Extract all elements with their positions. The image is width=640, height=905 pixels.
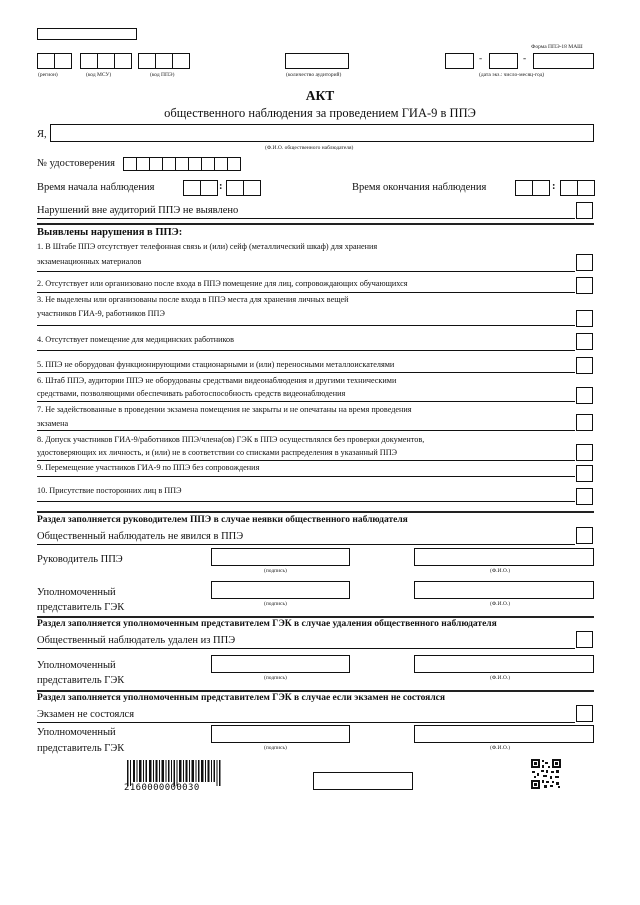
date-day-field[interactable] [445,53,474,69]
head-signature-caption: (подпись) [264,568,287,574]
end-minute-cell[interactable] [577,180,595,196]
violation-6-line1: 6. Штаб ППЭ, аудитории ППЭ не оборудованы средствами видеонаблюдения и другими техническими [37,376,397,385]
head-fio-caption: (Ф.И.О.) [490,568,511,574]
barcode-number: 2160000000030 [124,783,200,793]
observer-prefix: Я, [37,129,47,140]
violation-7-line [37,430,575,431]
date-separator-2: - [523,54,527,64]
ppe-code-caption: (код ППЭ) [150,72,175,78]
section-head-rep-fio-field[interactable] [414,581,594,599]
certificate-cell[interactable] [136,157,150,171]
section-cancelled-heading: Раздел заполняется уполномоченным представителем ГЭК в случае если экзамен не состоялся [37,693,445,703]
section-removed-rep-signature-caption: (подпись) [264,675,287,681]
section-head-rep-fio-caption: (Ф.И.О.) [490,601,511,607]
observer-removed-checkbox[interactable] [576,631,593,648]
end-minute-cell[interactable] [560,180,578,196]
top-corner-box [37,28,137,40]
violations-heading: Выявлены нарушения в ППЭ: [37,227,183,238]
no-violations-checkbox[interactable] [576,202,593,219]
certificate-cell[interactable] [188,157,202,171]
no-violations-underline [37,218,575,219]
violation-10-checkbox[interactable] [576,488,593,505]
section-cancelled-statement: Экзамен не состоялся [37,709,135,720]
auditories-caption: (количество аудиторий) [286,72,342,78]
end-minutes-cells[interactable] [560,180,594,196]
ppe-code-cell[interactable] [155,53,173,69]
msu-cell[interactable] [80,53,98,69]
violation-3-checkbox[interactable] [576,310,593,327]
violation-2-line1: 2. Отсутствует или организовано после входа в ППЭ помещение для лиц, сопровождающих обучающихся [37,279,408,288]
section-head-rep-signature-caption: (подпись) [264,601,287,607]
section-removed-heading: Раздел заполняется уполномоченным представителем ГЭК в случае удаления общественного наблюдателя [37,619,497,629]
violation-1-line2: экзаменационных материалов [37,257,142,266]
observer-fio-field[interactable] [50,124,594,142]
start-hour-cell[interactable] [200,180,218,196]
violation-7-line1: 7. Не задействованные в проведении экзамена помещения не закрыты и не опечатаны на время проведения [37,405,412,414]
qr-code-icon [531,759,561,789]
violation-3-line [37,325,575,326]
msu-caption: (код МСУ) [86,72,112,78]
no-violations-label: Нарушений вне аудиторий ППЭ не выявлено [37,205,239,216]
violations-separator [37,223,594,225]
violation-9-line1: 9. Перемещение участников ГИА-9 по ППЭ без сопровождения [37,463,260,472]
section-removed-rep-fio-caption: (Ф.И.О.) [490,675,511,681]
region-caption: (регион) [38,72,58,78]
violation-3-line2: участников ГИА-9, работников ППЭ [37,309,165,318]
act-title: АКТ [305,88,335,103]
section-cancelled-separator [37,690,594,692]
certificate-cells[interactable] [123,157,240,171]
region-cell[interactable] [54,53,72,69]
section-head-statement-line [37,544,575,545]
date-separator-1: - [479,54,483,64]
start-hour-cell[interactable] [183,180,201,196]
violation-8-checkbox[interactable] [576,444,593,461]
section-cancelled-rep-fio-caption: (Ф.И.О.) [490,745,511,751]
violation-1-line1: 1. В Штабе ППЭ отсутствует телефонная связь и (или) сейф (металлический шкаф) для хранения [37,242,378,251]
certificate-cell[interactable] [123,157,137,171]
certificate-label: № удостоверения [37,158,115,169]
head-signature-field[interactable] [211,548,350,566]
section-head-rep-label-2: представитель ГЭК [37,602,125,613]
violation-6-line [37,401,575,402]
violation-7-line2: экзамена [37,419,69,428]
msu-cells[interactable] [80,53,131,69]
end-time-label: Время окончания наблюдения [352,182,487,193]
start-minute-cell[interactable] [243,180,261,196]
head-label: Руководитель ППЭ [37,554,123,565]
section-head-statement: Общественный наблюдатель не явился в ППЭ [37,531,244,542]
certificate-cell[interactable] [227,157,241,171]
violation-6-line2: средствами, позволяющими обеспечивать работоспособность средств видеонаблюдения [37,389,346,398]
violation-9-checkbox[interactable] [576,465,593,482]
section-cancelled-rep-label-2: представитель ГЭК [37,743,125,754]
violation-5-line1: 5. ППЭ не оборудован функционирующими стационарными и (или) переносными металлоискателями [37,360,395,369]
violation-8-line [37,460,575,461]
start-minute-cell[interactable] [226,180,244,196]
start-minutes-cells[interactable] [226,180,260,196]
violation-9-line [37,476,575,477]
violation-6-checkbox[interactable] [576,387,593,404]
end-hours-cells[interactable] [515,180,549,196]
end-hour-cell[interactable] [532,180,550,196]
observer-fio-caption: (Ф.И.О. общественного наблюдателя) [265,145,354,151]
observer-absent-checkbox[interactable] [576,527,593,544]
violation-2-line [37,292,575,293]
region-cell[interactable] [37,53,55,69]
section-removed-statement-line [37,648,575,649]
section-cancelled-statement-line [37,722,575,723]
date-month-field[interactable] [489,53,518,69]
head-fio-field[interactable] [414,548,594,566]
section-removed-rep-fio-field[interactable] [414,655,594,673]
ppe-code-cell[interactable] [172,53,190,69]
ppe-code-cell[interactable] [138,53,156,69]
certificate-cell[interactable] [214,157,228,171]
section-removed-rep-label-1: Уполномоченный [37,660,116,671]
section-removed-statement: Общественный наблюдатель удален из ППЭ [37,635,236,646]
section-cancelled-rep-signature-field[interactable] [211,725,350,743]
end-hour-cell[interactable] [515,180,533,196]
violation-1-checkbox[interactable] [576,254,593,271]
exam-cancelled-checkbox[interactable] [576,705,593,722]
violation-7-checkbox[interactable] [576,414,593,431]
section-head-rep-label-1: Уполномоченный [37,587,116,598]
violation-2-checkbox[interactable] [576,277,593,294]
start-hours-cells[interactable] [183,180,217,196]
msu-cell[interactable] [97,53,115,69]
violation-10-line [37,501,575,502]
section-removed-rep-label-2: представитель ГЭК [37,675,125,686]
violation-4-line1: 4. Отсутствует помещение для медицинских работников [37,335,234,344]
region-cells[interactable] [37,53,71,69]
violation-4-line [37,350,575,351]
ppe-code-cells[interactable] [138,53,189,69]
start-time-label: Время начала наблюдения [37,182,155,193]
section-cancelled-rep-label-1: Уполномоченный [37,727,116,738]
date-caption: (дата экз.: число-месяц-год) [479,72,545,78]
section-head-heading: Раздел заполняется руководителем ППЭ в случае неявки общественного наблюдателя [37,515,408,525]
section-cancelled-rep-signature-caption: (подпись) [264,745,287,751]
violation-1-line [37,271,575,272]
violation-3-line1: 3. Не выделены или организованы после входа в ППЭ места для хранения личных вещей [37,295,349,304]
violation-4-checkbox[interactable] [576,333,593,350]
violation-8-line2: удостоверяющих их личность, и (или) не в соответствии со списками распределения в указанный ППЭ [37,448,398,457]
section-head-separator [37,511,594,513]
certificate-cell[interactable] [162,157,176,171]
section-head-rep-signature-field[interactable] [211,581,350,599]
certificate-cell[interactable] [201,157,215,171]
start-time-colon: : [219,181,223,192]
section-cancelled-rep-fio-field[interactable] [414,725,594,743]
date-year-field[interactable] [533,53,594,69]
footer-blank-field[interactable] [313,772,413,790]
certificate-cell[interactable] [175,157,189,171]
violation-5-line [37,372,575,373]
act-subtitle: общественного наблюдения за проведением ГИА-9 в ППЭ [164,106,476,120]
violation-5-checkbox[interactable] [576,357,593,374]
form-code: Форма ППЭ-18 МАШ [531,44,583,50]
section-removed-separator [37,616,594,618]
section-removed-rep-signature-field[interactable] [211,655,350,673]
violation-10-line1: 10. Присутствие посторонних лиц в ППЭ [37,486,182,495]
end-time-colon: : [552,181,556,192]
auditories-count-field[interactable] [285,53,349,69]
msu-cell[interactable] [114,53,132,69]
violation-8-line1: 8. Допуск участников ГИА-9/работников ППЭ/члена(ов) ГЭК в ППЭ осуществлялся без проверки документов, [37,435,425,444]
certificate-cell[interactable] [149,157,163,171]
